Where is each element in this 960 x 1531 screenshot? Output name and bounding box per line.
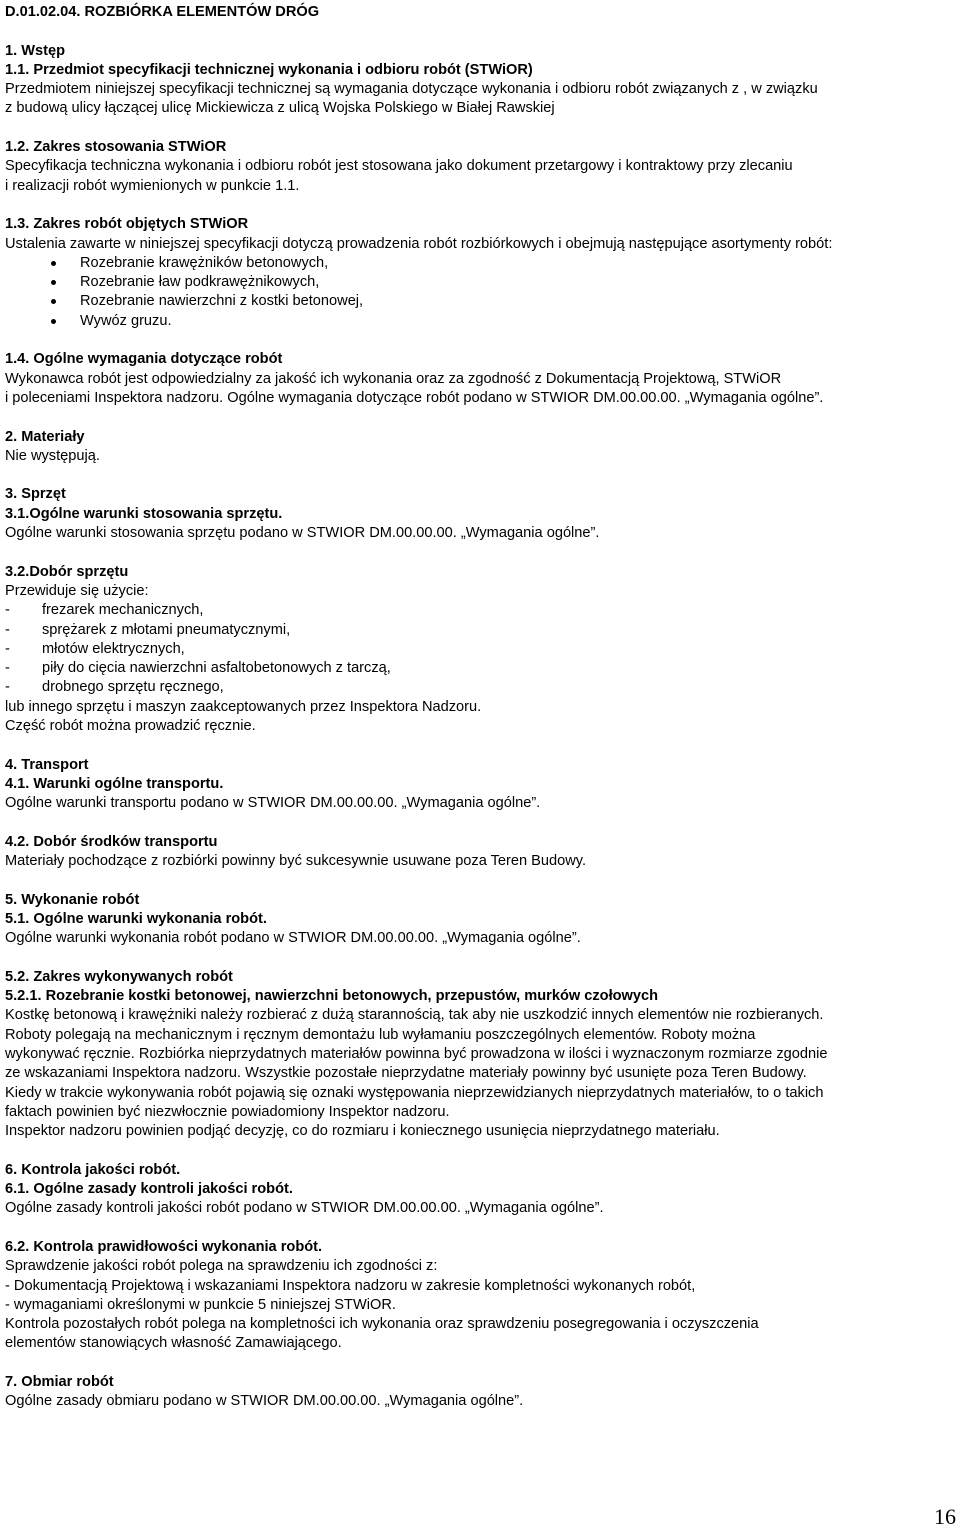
section-6-2-text-line: elementów stanowiących własność Zamawiającego. — [5, 1335, 342, 1352]
section-1-1-heading: 1.1. Przedmiot specyfikacji technicznej wykonania i odbioru robót (STWiOR) — [5, 61, 533, 78]
bullet-dot-icon — [51, 299, 56, 304]
equipment-item-text: młotów elektrycznych, — [42, 640, 185, 657]
document-page — [5, 3, 955, 1412]
section-4-2-text: Materiały pochodzące z rozbiórki powinny być sukcesywnie usuwane poza Teren Budowy. — [5, 853, 587, 870]
section-4-1-text: Ogólne warunki transportu podano w STWIOR DM.00.00.00. „Wymagania ogólne”. — [5, 795, 541, 812]
section-3-1-heading: 3.1.Ogólne warunki stosowania sprzętu. — [5, 505, 283, 522]
section-5-heading: 5. Wykonanie robót — [5, 891, 140, 908]
section-6-2-text-line: - Dokumentacją Projektową i wskazaniami Inspektora nadzoru w zakresie kompletności wykonanych robót, — [5, 1277, 696, 1294]
section-4-heading: 4. Transport — [5, 756, 89, 773]
section-3-heading: 3. Sprzęt — [5, 486, 66, 503]
section-1-2-text-line: i realizacji robót wymienionych w punkcie 1.1. — [5, 177, 300, 194]
equipment-list-item — [5, 678, 955, 697]
dash-mark: - — [5, 640, 10, 657]
section-5-2-1-text-line: Kiedy w trakcie wykonywania robót pojawią się oznaki występowania nieprzewidzianych nieprzydatnych materiałów, to o takich — [5, 1084, 824, 1101]
section-1-4-text-line: Wykonawca robót jest odpowiedzialny za jakość ich wykonania oraz za zgodność z Dokumentacją Projektową, STWiOR — [5, 370, 782, 387]
spacer — [5, 408, 955, 427]
spacer — [5, 543, 955, 562]
equipment-list-item — [5, 621, 955, 640]
section-1-3-intro: Ustalenia zawarte w niniejszej specyfikacji dotyczą prowadzenia robót rozbiórkowych i obejmują następujące asortymenty robót: — [5, 235, 833, 252]
dash-mark: - — [5, 679, 10, 696]
section-1-4-text-line: i poleceniami Inspektora nadzoru. Ogólne wymagania dotyczące robót podano w STWIOR DM.00.00.00. „Wymagania ogólne”. — [5, 389, 824, 406]
spacer — [5, 1219, 955, 1238]
spacer — [5, 1354, 955, 1373]
section-5-2-1-text-line: Inspektor nadzoru powinien podjąć decyzję, co do rozmiaru i koniecznego usunięcia nieprzydatnego materiału. — [5, 1123, 720, 1140]
section-1-2-text-line: Specyfikacja techniczna wykonania i odbioru robót jest stosowana jako dokument przetargowy i kontraktowy przy zlecaniu — [5, 158, 793, 175]
bullet-dot-icon — [51, 280, 56, 285]
section-4-2-heading: 4.2. Dobór środków transportu — [5, 833, 218, 850]
dash-mark: - — [5, 621, 10, 638]
section-6-2-heading: 6.2. Kontrola prawidłowości wykonania robót. — [5, 1239, 323, 1255]
equipment-item-text: drobnego sprzętu ręcznego, — [42, 679, 224, 696]
section-5-2-1-text-line: ze wskazaniami Inspektora nadzoru. Wszystkie pozostałe nieprzydatne materiały powinny być usunięte poza Teren Budowy. — [5, 1065, 807, 1082]
section-5-1-text: Ogólne warunki wykonania robót podano w STWIOR DM.00.00.00. „Wymagania ogólne”. — [5, 930, 581, 947]
equipment-list-item — [5, 601, 955, 620]
section-5-2-1-text-line: Roboty polegają na mechanicznym i ręcznym demontażu lub wyłamaniu poszczególnych elementów. Roboty można — [5, 1026, 756, 1043]
scope-bullet-item — [5, 273, 955, 292]
section-3-1-text: Ogólne warunki stosowania sprzętu podano w STWIOR DM.00.00.00. „Wymagania ogólne”. — [5, 525, 600, 542]
bullet-dot-icon — [51, 319, 56, 324]
section-1-heading: 1. Wstęp — [5, 42, 66, 59]
section-1-2-heading: 1.2. Zakres stosowania STWiOR — [5, 139, 227, 156]
equipment-item-text: frezarek mechanicznych, — [42, 602, 204, 619]
section-3-2-text-line: Część robót można prowadzić ręcznie. — [5, 717, 256, 734]
scope-bullet-text: Rozebranie krawężników betonowych, — [80, 254, 329, 271]
scope-bullet-list — [5, 254, 955, 331]
section-1-1-text-line: z budową ulicy łączącej ulicę Mickiewicza z ulicą Wojska Polskiego w Białej Rawskiej — [5, 100, 555, 117]
section-1-3-heading: 1.3. Zakres robót objętych STWiOR — [5, 216, 249, 233]
spacer — [5, 813, 955, 832]
document-title: D.01.02.04. ROZBIÓRKA ELEMENTÓW DRÓG — [5, 4, 320, 20]
spacer — [5, 1142, 955, 1161]
section-1-1-text-line: Przedmiotem niniejszej specyfikacji technicznej są wymagania dotyczące wykonania i odbioru robót związanych z , w związku — [5, 81, 818, 98]
scope-bullet-item — [5, 254, 955, 273]
dash-mark: - — [5, 602, 10, 619]
dash-mark: - — [5, 660, 10, 677]
scope-bullet-text: Wywóz gruzu. — [80, 312, 172, 329]
section-6-1-heading: 6.1. Ogólne zasady kontroli jakości robót. — [5, 1181, 293, 1198]
spacer — [5, 736, 955, 755]
section-5-1-heading: 5.1. Ogólne warunki wykonania robót. — [5, 910, 267, 927]
spacer — [5, 949, 955, 968]
scope-bullet-item — [5, 292, 955, 311]
equipment-list-item — [5, 659, 955, 678]
section-5-2-heading: 5.2. Zakres wykonywanych robót — [5, 968, 233, 985]
bullet-dot-icon — [51, 261, 56, 266]
equipment-item-text: sprężarek z młotami pneumatycznymi, — [42, 621, 291, 638]
section-7-text: Ogólne zasady obmiaru podano w STWIOR DM.00.00.00. „Wymagania ogólne”. — [5, 1393, 524, 1410]
spacer — [5, 22, 955, 41]
section-6-heading: 6. Kontrola jakości robót. — [5, 1161, 181, 1178]
section-4-1-heading: 4.1. Warunki ogólne transportu. — [5, 775, 224, 792]
section-6-2-text-line: Sprawdzenie jakości robót polega na sprawdzeniu ich zgodności z: — [5, 1258, 438, 1275]
section-1-4-heading: 1.4. Ogólne wymagania dotyczące robót — [5, 351, 283, 368]
section-3-2-text-line: lub innego sprzętu i maszyn zaakceptowanych przez Inspektora Nadzoru. — [5, 698, 482, 715]
section-5-2-1-text-line: Kostkę betonową i krawężniki należy rozbierać z dużą starannością, tak aby nie uszkodzić innych elementów nie rozbieranych. — [5, 1007, 824, 1024]
section-2-text: Nie występują. — [5, 447, 100, 464]
scope-bullet-item — [5, 312, 955, 331]
equipment-item-text: piły do cięcia nawierzchni asfaltobetonowych z tarczą, — [42, 660, 391, 677]
section-7-heading: 7. Obmiar robót — [5, 1374, 114, 1391]
scope-bullet-text: Rozebranie nawierzchni z kostki betonowej, — [80, 293, 364, 310]
section-5-2-1-heading: 5.2.1. Rozebranie kostki betonowej, nawierzchni betonowych, przepustów, murków czołowych — [5, 988, 659, 1005]
spacer — [5, 119, 955, 138]
section-6-2-text-line: - wymaganiami określonymi w punkcie 5 niniejszej STWiOR. — [5, 1296, 396, 1313]
section-6-1-text: Ogólne zasady kontroli jakości robót podano w STWIOR DM.00.00.00. „Wymagania ogólne”. — [5, 1200, 604, 1217]
equipment-list-item — [5, 640, 955, 659]
page-number: 16 — [934, 1504, 956, 1529]
section-5-2-1-text-line: faktach powinien być niezwłocznie powiadomiony Inspektor nadzoru. — [5, 1103, 450, 1120]
section-3-2-intro: Przewiduje się użycie: — [5, 582, 149, 599]
spacer — [5, 871, 955, 890]
section-5-2-1-text-line: wykonywać ręcznie. Rozbiórka nieprzydatnych materiałów powinna być prowadzona w ilości i wyznaczonym rozmiarze zgodnie — [5, 1046, 828, 1063]
section-3-2-heading: 3.2.Dobór sprzętu — [5, 563, 129, 580]
spacer — [5, 331, 955, 350]
spacer — [5, 196, 955, 215]
section-2-heading: 2. Materiały — [5, 428, 85, 445]
spacer — [5, 466, 955, 485]
section-6-2-text-line: Kontrola pozostałych robót polega na kompletności ich wykonania oraz sprawdzeniu posegregowania i oczyszczenia — [5, 1316, 759, 1333]
scope-bullet-text: Rozebranie ław podkrawężnikowych, — [80, 274, 320, 291]
